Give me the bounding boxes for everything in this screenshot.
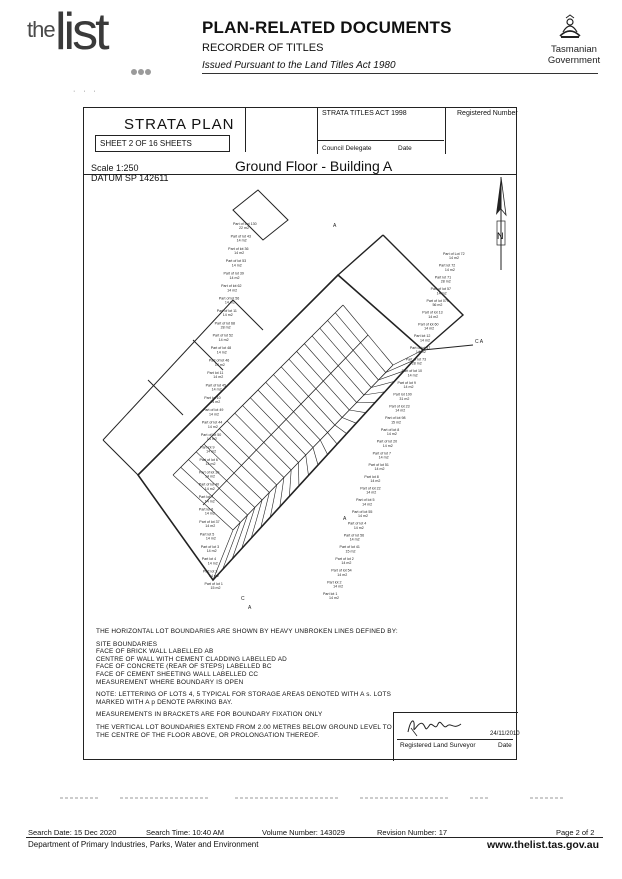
lot-label: Part lot 9 14 m2 xyxy=(200,445,217,454)
logo-prefix: the xyxy=(27,17,55,42)
note-lettering xyxy=(96,691,398,706)
bay-divider xyxy=(328,320,379,380)
bay-divider xyxy=(304,344,356,403)
boundary-item: FACE OF CONCRETE (REAR OF STEPS) LABELLED BC xyxy=(96,663,272,671)
datum-label: DATUM SP 142611 xyxy=(91,173,169,183)
lot-label: Part of lot 23 14 m2 xyxy=(389,404,410,413)
north-arrow-icon xyxy=(496,177,506,270)
bay-divider xyxy=(235,413,291,470)
signature-line xyxy=(397,739,513,740)
boundary-item: CENTRE OF WALL WITH CEMENT CLADDING LABELLED AD xyxy=(96,655,287,663)
lot-label: Part of lot 47 14 m2 xyxy=(409,345,431,354)
lot-label: Part of lot 56 14 m2 xyxy=(343,533,365,542)
lot-130-outline xyxy=(230,190,288,243)
lot-label: Part of lot 43 14 m2 xyxy=(230,234,251,243)
lot-label: Part lot 12 14 m2 xyxy=(414,334,431,343)
issued-statement: Issued Pursuant to the Land Titles Act 1980 xyxy=(202,60,396,71)
lot-label: Part lot 6 14 m2 xyxy=(198,507,215,516)
lot-label: Part of lot 13 14 m2 xyxy=(422,310,443,319)
lot-label: Part of lot 68 28 m2 xyxy=(214,321,236,330)
storage-divider xyxy=(306,455,309,475)
footer-divider xyxy=(26,837,603,838)
bay-divider xyxy=(297,351,350,410)
header-divider xyxy=(202,73,598,74)
lot-label: Part of lot 57 14 m2 xyxy=(430,287,451,296)
bay-divider xyxy=(320,328,371,387)
boundary-list xyxy=(96,641,398,687)
government-line-1: Tasmanian xyxy=(551,44,597,55)
registered-number-label: Registered Number xyxy=(457,110,518,117)
large-lot-divisions xyxy=(103,300,263,475)
lot-label: Part of lot 60 14 m2 xyxy=(418,322,439,331)
storage-divider xyxy=(320,440,327,455)
act-label: STRATA TITLES ACT 1998 xyxy=(322,110,407,117)
logo-dots-icon xyxy=(131,62,152,80)
document-title: PLAN-RELATED DOCUMENTS xyxy=(202,18,452,37)
lot-label: Part of lot 36 14 m2 xyxy=(228,246,249,256)
building-outline xyxy=(138,235,473,580)
council-delegate-label: Council Delegate xyxy=(322,145,372,152)
bay-divider xyxy=(335,313,385,373)
lot-label: Part lot 3 14 m2 xyxy=(202,569,219,578)
government-line-2: Government xyxy=(547,55,601,66)
lot-label: Part of lot 11 14 m2 xyxy=(216,308,237,318)
notes-intro: THE HORIZONTAL LOT BOUNDARIES ARE SHOWN BY HEAVY UNBROKEN LINES DEFINED BY: xyxy=(96,628,398,635)
tasmanian-government-crest-icon xyxy=(556,14,584,40)
boundary-item: MEASUREMENT WHERE BOUNDARY IS OPEN xyxy=(96,678,244,686)
boundary-item: FACE OF BRICK WALL LABELLED AB xyxy=(96,648,214,656)
volume-number: Volume Number: 143029 xyxy=(262,828,345,837)
scale-label: Scale 1:250 xyxy=(91,163,139,173)
lot-label: Part of lot 49 14 m2 xyxy=(202,408,224,417)
lot-label: Part of lot 22 14 m2 xyxy=(360,486,381,495)
lot-label: Part of lot 62 14 m2 xyxy=(221,284,242,293)
note-lettering-line-2: MARKED WITH A p DENOTE PARKING BAY. xyxy=(96,698,233,706)
lot-label: Part lot 100 31 m2 xyxy=(393,392,412,401)
north-letter: N xyxy=(497,231,504,241)
document-subtitle: RECORDER OF TITLES xyxy=(202,42,324,54)
lot-label: Part of lot 8 14 m2 xyxy=(380,427,400,437)
note-lettering-line-1: NOTE: LETTERING OF LOTS 4, 5 TYPICAL FOR STORAGE AREAS DENOTED WITH A s. LOTS xyxy=(96,691,392,699)
bay-divider xyxy=(250,398,305,455)
lot-label: Part lot 5 14 m2 xyxy=(199,532,216,541)
lot-label: Part of lot 41 15 m2 xyxy=(339,545,360,554)
bay-divider xyxy=(212,436,270,492)
boundary-item: FACE OF CEMENT SHEETING WALL LABELLED CC xyxy=(96,670,259,678)
sheet-number: SHEET 2 OF 16 SHEETS xyxy=(100,139,192,148)
website-link[interactable]: www.thelist.tas.gov.au xyxy=(487,839,600,851)
lot-label: Part of lot 98 15 m2 xyxy=(385,416,406,425)
note-vertical-line-2: THE CENTRE OF THE FLOOR ABOVE, OR PROLONGATION THEREOF. xyxy=(96,731,320,739)
lot-label: Part of lot 1 15 m2 xyxy=(204,582,223,591)
act-divider xyxy=(317,140,444,141)
lot-label: Part of lot 51 14 m2 xyxy=(368,463,389,472)
lot-label: Part of lot 5 14 m2 xyxy=(356,498,375,507)
lot-label: Part of lot 45 14 m2 xyxy=(205,383,227,392)
corner-c-bottom: C xyxy=(241,596,245,602)
storage-divider xyxy=(328,433,338,445)
surveyor-label: Registered Land Surveyor xyxy=(400,742,476,749)
note-brackets: MEASUREMENTS IN BRACKETS ARE FOR BOUNDARY FIXATION ONLY xyxy=(96,711,323,719)
lot-label: Part of lot 73 28 m2 xyxy=(405,357,427,366)
lot-label: Part of lot 10 14 m2 xyxy=(401,369,423,378)
floor-title: Ground Floor - Building A xyxy=(235,158,393,174)
signature-date-label: Date xyxy=(498,742,512,749)
lot-label: Part of lot 070 56 m2 xyxy=(426,298,449,308)
lot-label: Part of lot 50 14 m2 xyxy=(200,433,222,442)
bay-divider xyxy=(343,305,393,365)
bay-divider xyxy=(266,382,321,440)
corner-ca: C A xyxy=(475,339,484,345)
corner-a-top: A xyxy=(333,223,337,229)
lot-label: Part of lot 46 14 m2 xyxy=(208,358,230,367)
lot-label: Part lot 8 14 m2 xyxy=(364,474,381,483)
lot-label: Part of lot 37 14 m2 xyxy=(199,519,220,529)
plan-notes xyxy=(96,628,398,744)
lot-label: Part of lot 53 14 m2 xyxy=(225,259,247,268)
lot-label: Part lot 11 14 m2 xyxy=(207,370,224,380)
boundary-item: SITE BOUNDARIES xyxy=(96,640,158,648)
scan-marks: · · · xyxy=(73,88,99,95)
signature-date: 24/11/2010 xyxy=(490,731,520,737)
lot-label: Part of lot 56 14 m2 xyxy=(218,296,240,305)
department-name: Department of Primary Industries, Parks, Water and Environment xyxy=(28,840,259,849)
lot-label: Part of lot 20 14 m2 xyxy=(376,439,398,448)
lot-label: Part of lot 4 14 m2 xyxy=(347,521,367,530)
logo-word: list xyxy=(55,3,107,61)
strata-plan-drawing xyxy=(83,175,517,615)
scan-artifact-line xyxy=(60,795,570,801)
lot-label: Part of lot 39 14 m2 xyxy=(223,271,244,280)
lot-label: Part lot 71 28 m2 xyxy=(434,275,452,284)
lot-label: Part lot 7 14 m2 xyxy=(198,495,215,504)
lot-label: Part of lot 9 14 m2 xyxy=(397,380,416,390)
lot-label: Part lot 4 14 m2 xyxy=(201,557,218,566)
search-time: Search Time: 10:40 AM xyxy=(146,828,224,837)
lot-label: Part lot 1 14 m2 xyxy=(323,592,339,601)
revision-number: Revision Number: 17 xyxy=(377,828,448,837)
lot-label: Part of lot 44 14 m2 xyxy=(201,420,223,429)
lot-label: Part of lot 3 14 m2 xyxy=(200,544,220,553)
storage-divider xyxy=(342,418,356,424)
storage-divider xyxy=(349,410,365,413)
storage-divider xyxy=(223,523,241,570)
lot-labels xyxy=(199,222,465,600)
lot-label: Part of lot 7 14 m2 xyxy=(372,451,392,460)
lot-label: Part of lot 55 14 m2 xyxy=(351,509,373,519)
storage-divider xyxy=(335,425,347,434)
lot-label: Part lot 72 14 m2 xyxy=(438,263,456,272)
bay-divider xyxy=(219,429,276,485)
lot-label: Part of lot 2 14 m2 xyxy=(335,556,354,566)
surveyor-signature-icon xyxy=(405,714,465,738)
lot-label: Part of lot 6 14 m2 xyxy=(199,457,218,467)
storage-divider xyxy=(289,470,291,496)
government-name xyxy=(540,44,608,66)
corner-a-mid: A xyxy=(343,516,347,522)
lot-label: Part of lot 54 14 m2 xyxy=(331,568,352,577)
page-number: Page 2 of 2 xyxy=(556,828,595,837)
bay-divider xyxy=(227,421,284,478)
lot-label: Part lot 10 14 m2 xyxy=(204,395,221,404)
storage-divider xyxy=(313,448,318,466)
corner-a-bottom: A xyxy=(248,605,252,611)
council-date-label: Date xyxy=(398,145,412,152)
note-vertical-line-1: THE VERTICAL LOT BOUNDARIES EXTEND FROM 2.00 METRES BELOW GROUND LEVEL TO xyxy=(96,723,392,731)
lot-label: Part of Lot 72 14 m2 xyxy=(443,252,465,261)
lot-label: Part lot 2 14 m2 xyxy=(327,580,344,589)
bay-divider xyxy=(243,405,299,462)
note-vertical xyxy=(96,724,398,739)
search-date: Search Date: 15 Dec 2020 xyxy=(28,828,117,837)
lot-label: Part of lot 39 14 m2 xyxy=(199,470,220,479)
bay-divider xyxy=(312,336,364,395)
lot-label: Part of Lot 130 22 m2 xyxy=(233,222,257,231)
bay-divider xyxy=(258,390,313,448)
plan-title: STRATA PLAN xyxy=(124,116,235,133)
lot-label: Part of lot 52 14 m2 xyxy=(212,333,234,342)
lot-label: Part of lot 40 14 m2 xyxy=(198,482,220,491)
lot-label: Part of lot 48 14 m2 xyxy=(210,346,232,355)
